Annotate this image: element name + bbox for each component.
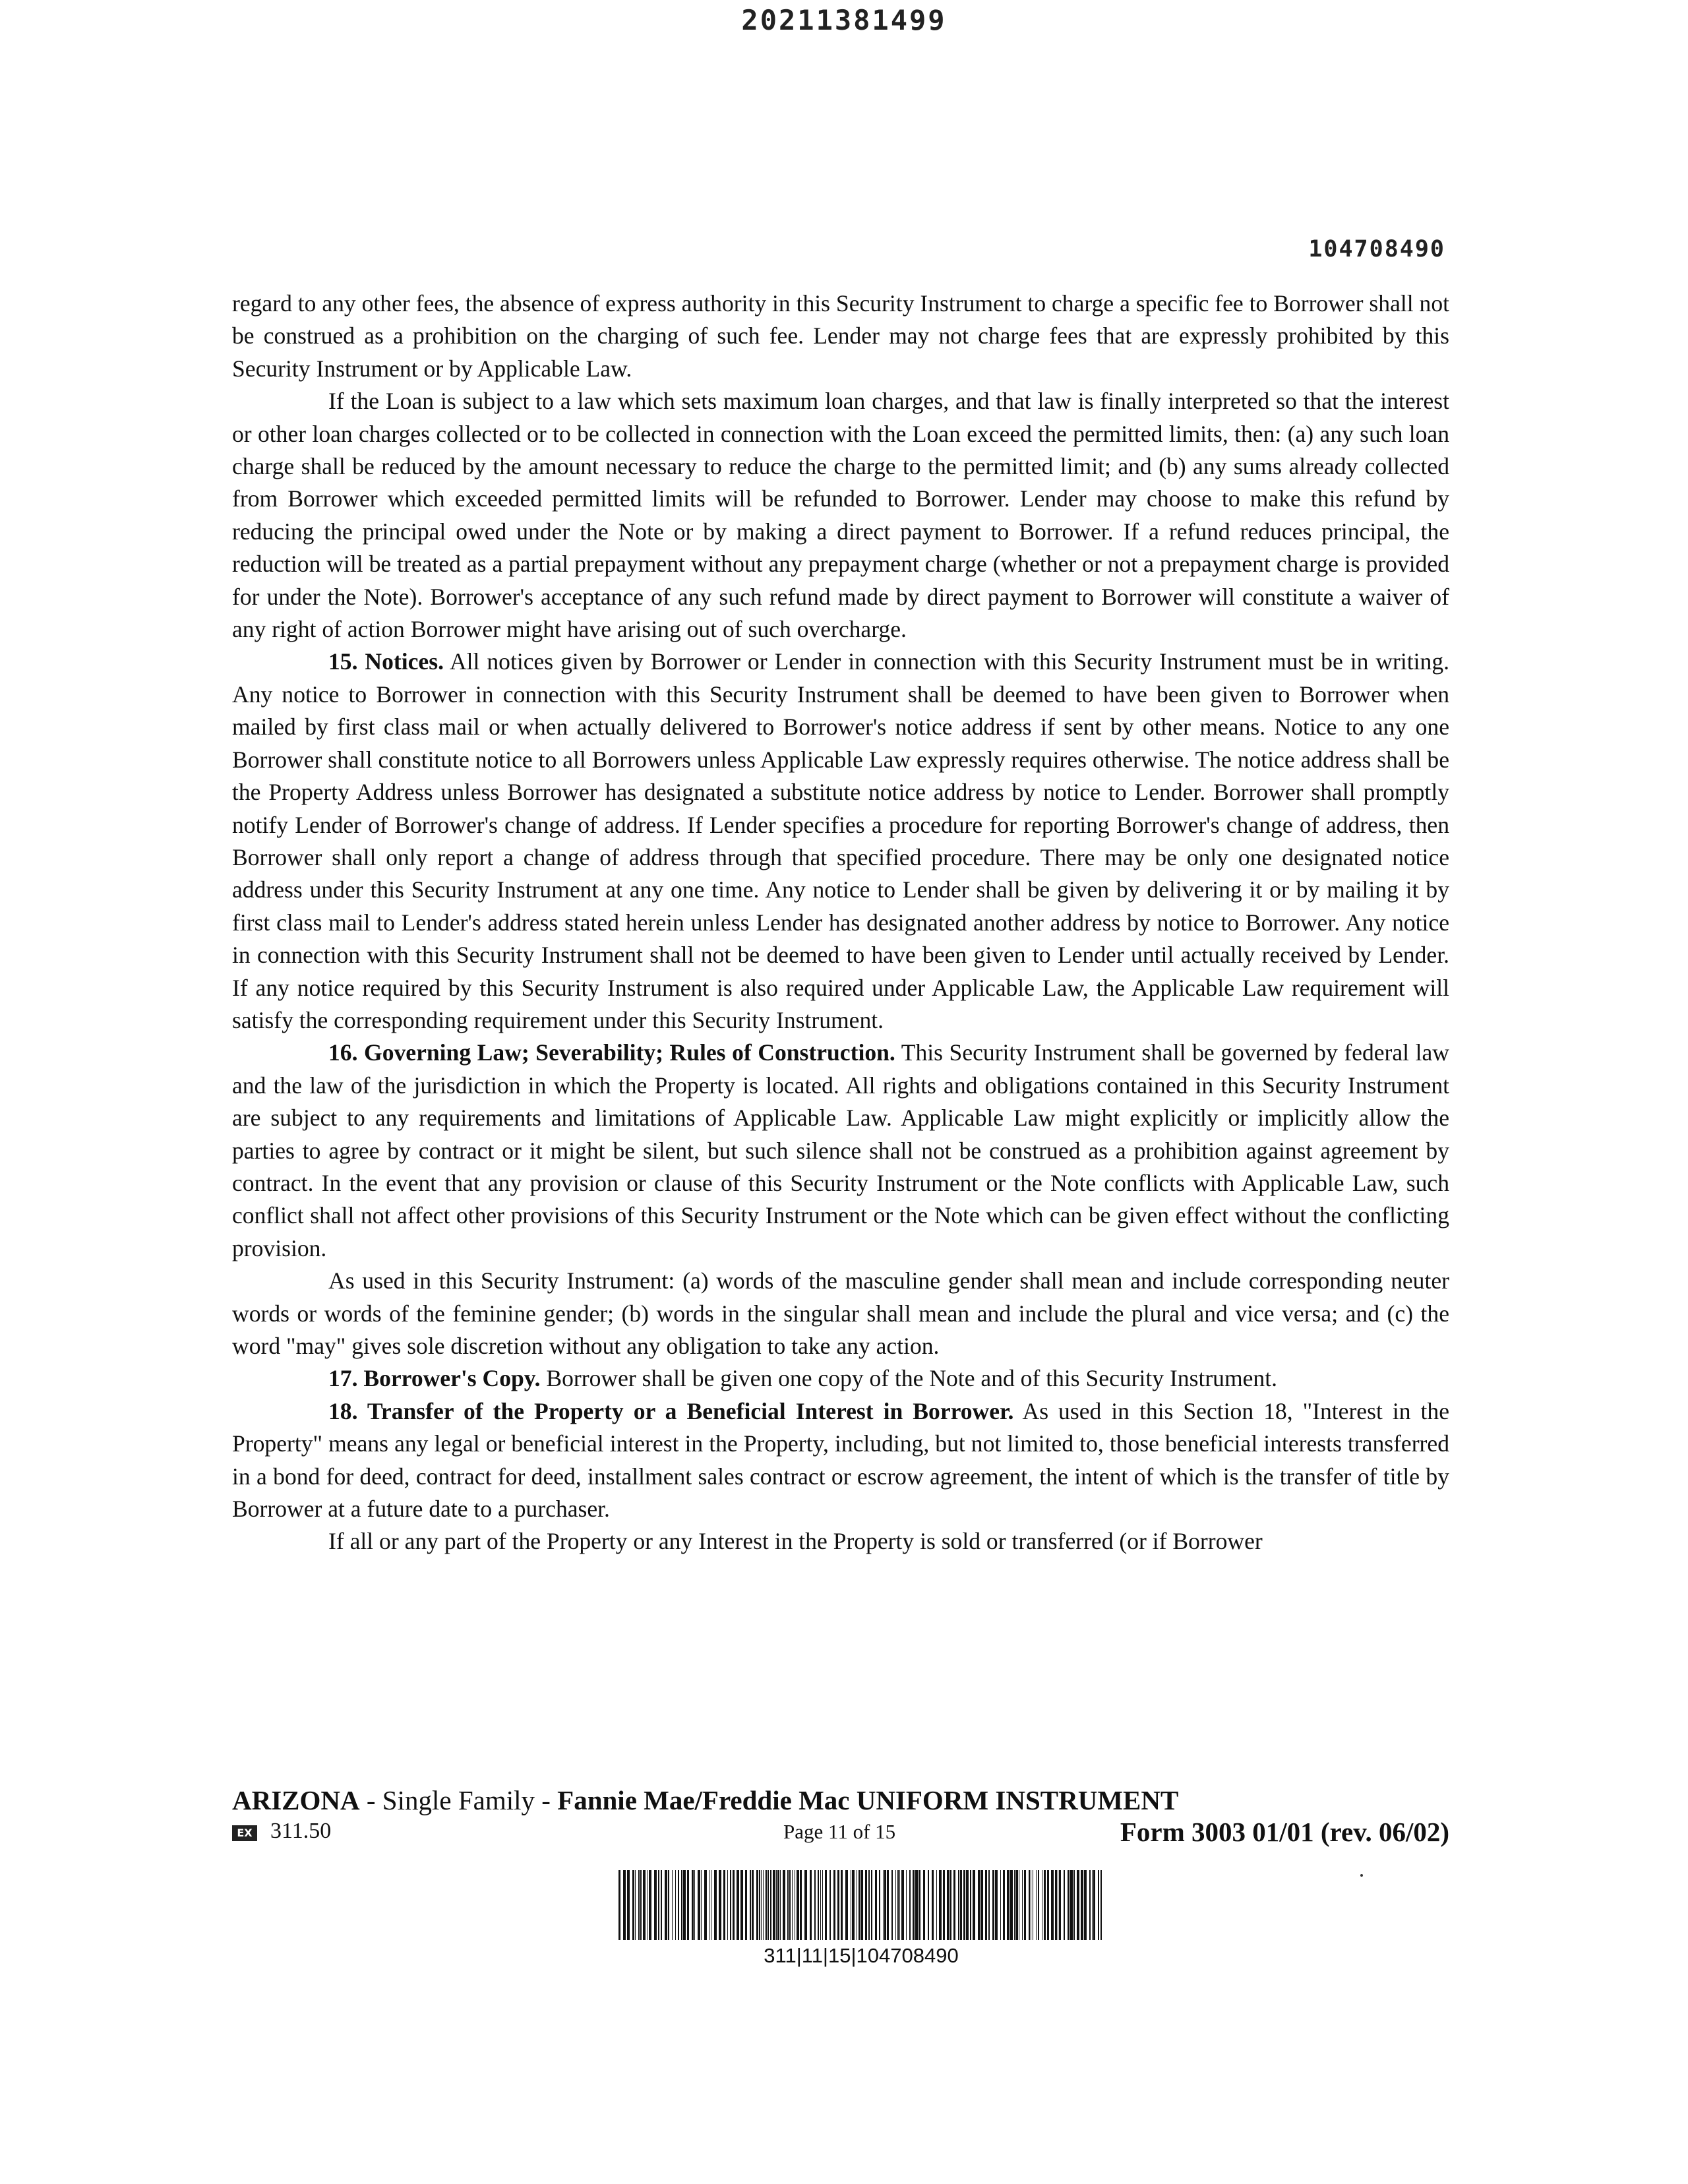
barcode-bar [943, 1870, 945, 1940]
barcode-bar [766, 1870, 767, 1940]
barcode-bar [928, 1870, 929, 1940]
document-body [232, 288, 1449, 1558]
barcode-bar [833, 1870, 835, 1940]
section-16-governing-law: 16. Governing Law; Severability; Rules of Construction. This Security Instrument shall be governed by federal law and the law of the jurisdiction in which the Property is located. All rights and obligations contained in this Security Instrument are subject to any requirements and limitations of Applicable Law. Applicable Law might explicitly or implicitly allow the parties to agree by contract or it might be silent, but such silence shall not be construed as a prohibition against agreement by contract. In the event that any provision or clause of this Security Instrument or the Note conflicts with Applicable Law, such conflict shall not affect other provisions of this Security Instrument or the Note which can be given effect without the conflicting provision. [232, 1039, 1449, 1261]
barcode-bar [752, 1870, 754, 1940]
barcode-bar [681, 1870, 682, 1940]
barcode-bar [797, 1870, 799, 1940]
footer-form-info [232, 1819, 1449, 1858]
barcode-bar [740, 1870, 743, 1940]
section-17-borrowers-copy: 17. Borrower's Copy. Borrower shall be given one copy of the Note and of this Security Instrument. [328, 1365, 1277, 1392]
barcode-bar [841, 1870, 843, 1940]
barcode-bar [763, 1870, 764, 1940]
barcode-bar [1070, 1870, 1073, 1940]
barcode-bar [1059, 1870, 1061, 1940]
barcode-bar [883, 1870, 884, 1940]
barcode-bar [1036, 1870, 1037, 1940]
barcode-bar [1055, 1870, 1057, 1940]
barcode-bar [906, 1870, 907, 1940]
barcode-bar [643, 1870, 646, 1940]
barcode-bar [860, 1870, 863, 1940]
barcode-bar [899, 1870, 900, 1940]
footer-form-title: ARIZONA - Single Family - Fannie Mae/Freddie Mac UNIFORM INSTRUMENT [232, 1785, 1179, 1815]
barcode-bar [777, 1870, 779, 1940]
barcode-bar [973, 1870, 975, 1940]
barcode-bar [1007, 1870, 1010, 1940]
barcode-bar [859, 1870, 860, 1940]
barcode-bar [730, 1870, 731, 1940]
paragraph-transfer-continues: If all or any part of the Property or any Interest in the Property is sold or transferred (or if Borrower [328, 1528, 1263, 1555]
barcode-bar [737, 1870, 739, 1940]
barcode-bar [887, 1870, 889, 1940]
barcode-bar [901, 1870, 904, 1940]
barcode-bar [1089, 1870, 1091, 1940]
form-software-icon: EX [232, 1825, 257, 1841]
barcode-bar [1014, 1870, 1015, 1940]
scan-speck [1360, 1874, 1363, 1877]
barcode-bar [1098, 1870, 1099, 1940]
barcode-bar [980, 1870, 983, 1940]
barcode-bar [1022, 1870, 1023, 1940]
section-heading: 17. Borrower's Copy. [328, 1365, 541, 1392]
barcode-bar [780, 1870, 781, 1940]
barcode-bar [822, 1870, 823, 1940]
barcode-image [617, 1870, 1105, 1940]
barcode-bar [988, 1870, 990, 1940]
barcode-bar [770, 1870, 771, 1940]
barcode-bar [672, 1870, 673, 1940]
barcode-bar [1029, 1870, 1030, 1940]
barcode-bar [895, 1870, 896, 1940]
barcode-bar [871, 1870, 872, 1940]
barcode-bar [1093, 1870, 1095, 1940]
barcode-bar [635, 1870, 636, 1940]
barcode-bar [932, 1870, 934, 1940]
barcode-bar [665, 1870, 667, 1940]
barcode-bar [692, 1870, 694, 1940]
barcode-bar [978, 1870, 980, 1940]
barcode-bar [640, 1870, 642, 1940]
paragraph-loan-charges: If the Loan is subject to a law which sets maximum loan charges, and that law is finally interpreted so that the interest or other loan charges collected or to be collected in connection with the Loan exceed the permitted limits, then: (a) any such loan charge shall be reduced by the amount necessary to reduce the charge to the permitted limit; and (b) any sums already collected from Borrower which exceeded permitted limits will be refunded to Borrower. Lender may choose to make this refund by reducing the principal owed under the Note or by making a direct payment to Borrower. If a refund reduces principal, the reduction will be treated as a partial prepayment without any prepayment charge (whether or not a prepayment charge is provided for under the Note). Borrower's acceptance of any such refund made by direct payment to Borrower will constitute a waiver of any right of action Borrower might have arising out of such overcharge. [232, 388, 1449, 643]
barcode-bar [1003, 1870, 1005, 1940]
barcode-bar [761, 1870, 762, 1940]
barcode-bar [719, 1870, 721, 1940]
barcode-bar [704, 1870, 707, 1940]
barcode-bar [789, 1870, 791, 1940]
barcode-bar [939, 1870, 942, 1940]
barcode-bar [1024, 1870, 1026, 1940]
recording-number: 20211381499 [741, 4, 947, 36]
barcode-bar [818, 1870, 819, 1940]
barcode-bar [787, 1870, 789, 1940]
barcode-bar [868, 1870, 870, 1940]
section-heading: 16. Governing Law; Severability; Rules of Construction. [328, 1039, 895, 1066]
barcode-bar [992, 1870, 994, 1940]
barcode-bar [814, 1870, 816, 1940]
barcode-bar [714, 1870, 717, 1940]
barcode-bar [1100, 1870, 1102, 1940]
page-indicator: Page 11 of 15 [783, 1820, 896, 1843]
barcode-bar [727, 1870, 728, 1940]
barcode-bar [875, 1870, 877, 1940]
barcode-bar [810, 1870, 812, 1940]
barcode-bar [1068, 1870, 1070, 1940]
barcode-bar [1077, 1870, 1079, 1940]
barcode-bar [919, 1870, 920, 1940]
barcode-bar [694, 1870, 695, 1940]
barcode-bar [768, 1870, 769, 1940]
barcode-bar [1081, 1870, 1083, 1940]
barcode-bar [733, 1870, 735, 1940]
barcode-bar [845, 1870, 848, 1940]
barcode-bar [837, 1870, 839, 1940]
barcode-bar [884, 1870, 886, 1940]
barcode-bar [950, 1870, 951, 1940]
form-number: Form 3003 01/01 (rev. 06/02) [1120, 1817, 1449, 1847]
barcode-bar [723, 1870, 725, 1940]
barcode-bar [678, 1870, 679, 1940]
barcode-bar [756, 1870, 758, 1940]
barcode-bar [829, 1870, 831, 1940]
barcode-bar [683, 1870, 686, 1940]
barcode-bar [623, 1870, 626, 1940]
barcode-bar [765, 1870, 766, 1940]
section-18-transfer: 18. Transfer of the Property or a Beneficial Interest in Borrower. As used in this Section 18, "Interest in the Property" means any legal or beneficial interest in the Property, including, but not limited to, those beneficial interests transferred in a bond for deed, contract for deed, installment sales contract or escrow agreement, the intent of which is the transfer of title by Borrower at a future date to a purchaser. [232, 1397, 1449, 1523]
barcode-bar [1038, 1870, 1039, 1940]
barcode-bar [915, 1870, 918, 1940]
barcode-bar [618, 1870, 620, 1940]
barcode-bar [687, 1870, 689, 1940]
section-15-notices: 15. Notices. All notices given by Borrower or Lender in connection with this Security Instrument must be in writing. Any notice to Borrower in connection with this Security Instrument shall be deemed to have been given to Borrower when mailed by first class mail or when actually delivered to Borrower's notice address if sent by other means. Notice to any one Borrower shall constitute notice to all Borrowers unless Applicable Law expressly requires otherwise. The notice address shall be the Property Address unless Borrower has designated a substitute notice address by notice to Lender. Borrower shall promptly notify Lender of Borrower's change of address. If Lender specifies a procedure for reporting Borrower's change of address, then Borrower shall only report a change of address through that specified procedure. There may be only one designated notice address under this Security Instrument at any one time. Any notice to Lender shall be given by delivering it or by mailing it by first class mail to Lender's address stated herein unless Lender has designated another address by notice to Borrower. Any notice in connection with this Security Instrument shall not be deemed to have been given to Lender until actually received by Lender. If any notice required by this Security Instrument is also required under Applicable Law, the Applicable Law requirement will satisfy the corresponding requirement under this Security Instrument. [232, 648, 1450, 1033]
barcode-caption: 311|11|15|104708490 [764, 1944, 959, 1967]
barcode-bar [776, 1870, 777, 1940]
barcode-bar [759, 1870, 760, 1940]
loan-number: 104708490 [1308, 236, 1445, 262]
barcode-bar [879, 1870, 880, 1940]
barcode-bar [1092, 1870, 1093, 1940]
barcode-bar [773, 1870, 775, 1940]
barcode-bar [1051, 1870, 1054, 1940]
barcode-bar [960, 1870, 962, 1940]
barcode-bar [913, 1870, 915, 1940]
form-code: 311.50 [270, 1819, 332, 1843]
barcode-bar [800, 1870, 802, 1940]
barcode-bar [1073, 1870, 1075, 1940]
barcode-bar [985, 1870, 987, 1940]
barcode-bar [865, 1870, 867, 1940]
barcode-bar [995, 1870, 998, 1940]
barcode-bar [654, 1870, 657, 1940]
barcode-bar [632, 1870, 634, 1940]
barcode-bar [750, 1870, 751, 1940]
barcode-bar [909, 1870, 911, 1940]
barcode-bar [792, 1870, 793, 1940]
barcode-bar [627, 1870, 630, 1940]
barcode-bar [701, 1870, 702, 1940]
barcode-bar [891, 1870, 893, 1940]
section-heading: 18. Transfer of the Property or a Beneficial Interest in Borrower. [328, 1397, 1014, 1424]
barcode-bar [963, 1870, 965, 1940]
barcode-bar [1000, 1870, 1001, 1940]
barcode-bar [970, 1870, 971, 1940]
barcode-bar [661, 1870, 662, 1940]
barcode-bar [658, 1870, 659, 1940]
barcode-bar [698, 1870, 700, 1940]
paragraph-construction-rules: As used in this Security Instrument: (a) words of the masculine gender shall mean and include corresponding neuter words or words of the feminine gender; (b) words in the singular shall mean and include the plural and vice versa; and (c) the word "may" gives sole discretion without any obligation to take any action. [232, 1267, 1449, 1359]
barcode-bar [1015, 1870, 1018, 1940]
barcode-bar [897, 1870, 899, 1940]
barcode-bar [820, 1870, 821, 1940]
barcode-bar [923, 1870, 925, 1940]
section-heading: 15. Notices. [328, 648, 444, 675]
barcode-bar [1010, 1870, 1013, 1940]
barcode-bar [783, 1870, 785, 1940]
barcode-bar [852, 1870, 855, 1940]
barcode-bar [947, 1870, 949, 1940]
barcode-bar [1047, 1870, 1049, 1940]
barcode-bar [804, 1870, 807, 1940]
paragraph-fees-continuation: regard to any other fees, the absence of express authority in this Security Instrument to charge a specific fee to Borrower shall not be construed as a prohibition on the charging of such fee. Lender may not charge fees that are expressly prohibited by this Security Instrument or by Applicable Law. [232, 290, 1449, 382]
barcode-bar [1064, 1870, 1065, 1940]
barcode-bar [936, 1870, 937, 1940]
barcode-bar [745, 1870, 747, 1940]
barcode-bar [953, 1870, 955, 1940]
barcode-bar [649, 1870, 651, 1940]
barcode-bar [966, 1870, 969, 1940]
barcode-bar [1044, 1870, 1046, 1940]
barcode-bar [638, 1870, 640, 1940]
barcode-bar [668, 1870, 669, 1940]
barcode-bar [675, 1870, 676, 1940]
barcode-bar [825, 1870, 827, 1940]
barcode-bar [958, 1870, 959, 1940]
barcode-bar [1084, 1870, 1087, 1940]
